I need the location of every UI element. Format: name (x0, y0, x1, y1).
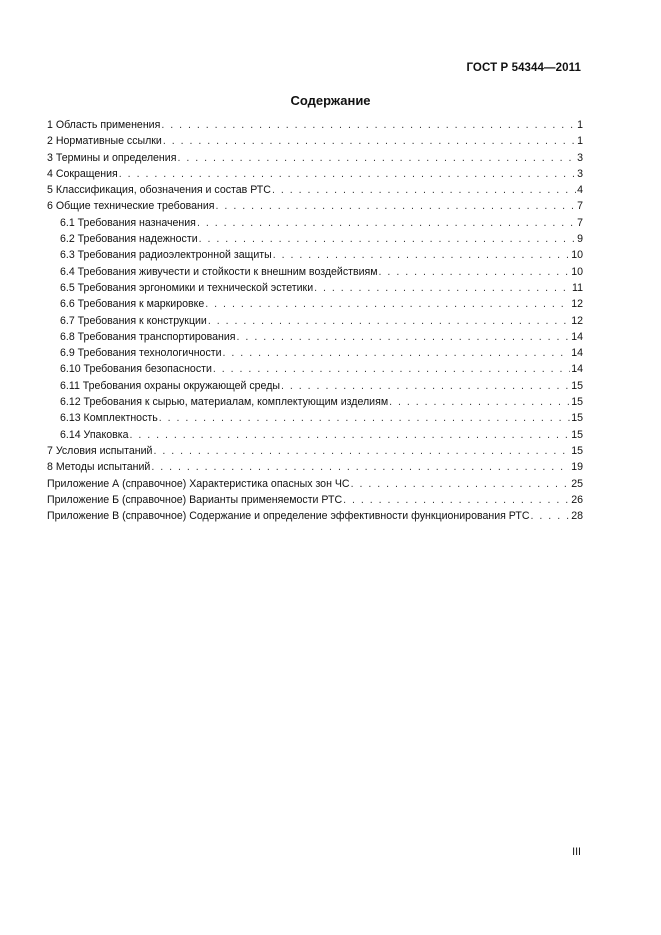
toc-entry-page: 14 (571, 347, 583, 360)
toc-entry-label: Приложение В (справочное) Содержание и определение эффективности функционирования РТС (47, 510, 530, 523)
toc-entry-page: 1 (577, 135, 583, 148)
toc-entry-label: 6.9 Требования технологичности (60, 347, 222, 360)
toc-entry-label: 8 Методы испытаний (47, 461, 151, 474)
toc-entry-label: 6.1 Требования назначения (60, 216, 196, 229)
toc-entry[interactable] (47, 200, 583, 216)
toc-entry[interactable] (47, 478, 583, 494)
toc-leader-dots (208, 315, 570, 327)
toc-entry[interactable] (47, 363, 583, 379)
toc-entry-label: 6.4 Требования живучести и стойкости к внешним воздействиям (60, 265, 378, 278)
toc-entry-page: 19 (571, 461, 583, 474)
page-number: III (572, 846, 581, 858)
toc-entry-label: 1 Область применения (47, 119, 161, 131)
toc-leader-dots (223, 347, 571, 359)
toc-entry-page: 25 (571, 477, 583, 490)
toc-entry[interactable] (47, 152, 583, 168)
toc-entry[interactable] (47, 168, 583, 184)
toc-entry-page: 15 (571, 396, 583, 409)
toc-entry[interactable] (47, 461, 583, 477)
toc-entry-page: 12 (571, 314, 583, 327)
toc-entry-page: 14 (571, 330, 583, 343)
toc-entry[interactable] (47, 217, 583, 233)
document-header-code: ГОСТ Р 54344—2011 (466, 62, 581, 74)
toc-leader-dots (159, 412, 570, 424)
toc-leader-dots (272, 184, 576, 196)
toc-leader-dots (205, 298, 570, 310)
toc-entry[interactable] (47, 347, 583, 363)
toc-leader-dots (161, 119, 576, 131)
toc-leader-dots (129, 429, 570, 441)
toc-entry-page: 15 (571, 444, 583, 457)
toc-entry-label: 6.7 Требования к конструкции (60, 314, 207, 327)
toc-entry-page: 3 (577, 167, 583, 180)
toc-entry-label: 6.13 Комплектность (60, 412, 158, 425)
toc-entry-label: 6.11 Требования охраны окружающей среды (60, 379, 281, 392)
toc-leader-dots (197, 217, 576, 229)
toc-entry-page: 15 (571, 412, 583, 425)
toc-entry[interactable] (47, 282, 583, 298)
toc-entry[interactable] (47, 249, 583, 265)
toc-entry-label: 6.12 Требования к сырью, материалам, комплектующим изделиям (60, 396, 389, 409)
toc-entry-label: 6.6 Требования к маркировке (60, 298, 205, 311)
toc-leader-dots (237, 331, 571, 343)
toc-leader-dots (389, 396, 570, 408)
toc-entry-label: 6.5 Требования эргономики и технической эстетики (60, 281, 314, 294)
toc-leader-dots (379, 266, 571, 278)
toc-entry[interactable] (47, 184, 583, 200)
toc-leader-dots (343, 494, 570, 506)
toc-entry-page: 1 (577, 119, 583, 131)
toc-entry-label: 6.10 Требования безопасности (60, 363, 212, 376)
toc-entry-label: 6.2 Требования надежности (60, 233, 198, 246)
toc-entry-label: 6 Общие технические требования (47, 200, 215, 213)
toc-entry-label: 3 Термины и определения (47, 151, 177, 164)
toc-entry-page: 7 (577, 216, 583, 229)
toc-entry[interactable] (47, 233, 583, 249)
toc-entry[interactable] (47, 135, 583, 151)
toc-entry-page: 10 (571, 249, 583, 262)
toc-entry-page: 28 (571, 510, 583, 523)
toc-entry-page: 4 (577, 184, 583, 197)
toc-leader-dots (281, 380, 570, 392)
toc-leader-dots (119, 168, 576, 180)
toc-entry-page: 9 (577, 233, 583, 246)
toc-leader-dots (216, 200, 577, 212)
toc-entry-page: 14 (571, 363, 583, 376)
toc-leader-dots (151, 461, 570, 473)
toc-entry[interactable] (47, 429, 583, 445)
toc-entry-page: 26 (571, 493, 583, 506)
table-of-contents (47, 119, 583, 526)
toc-entry-label: 6.3 Требования радиоэлектронной защиты (60, 249, 272, 262)
toc-entry-label: Приложение А (справочное) Характеристика опасных зон ЧС (47, 477, 350, 490)
toc-entry-page: 7 (577, 200, 583, 213)
toc-entry[interactable] (47, 412, 583, 428)
toc-entry[interactable] (47, 396, 583, 412)
toc-entry-label: 4 Сокращения (47, 167, 118, 180)
toc-leader-dots (273, 249, 570, 261)
toc-entry-page: 11 (572, 281, 583, 294)
toc-entry[interactable] (47, 298, 583, 314)
toc-entry-page: 10 (571, 265, 583, 278)
toc-leader-dots (531, 510, 571, 522)
toc-title: Содержание (290, 93, 371, 108)
toc-entry[interactable] (47, 119, 583, 135)
toc-entry-label: 5 Классификация, обозначения и состав РТС (47, 184, 271, 197)
toc-entry-label: 6.14 Упаковка (60, 428, 129, 441)
toc-entry-label: 7 Условия испытаний (47, 444, 153, 457)
toc-leader-dots (163, 135, 576, 147)
toc-leader-dots (213, 363, 570, 375)
toc-entry[interactable] (47, 510, 583, 526)
toc-leader-dots (199, 233, 576, 245)
toc-leader-dots (314, 282, 571, 294)
toc-entry[interactable] (47, 315, 583, 331)
toc-entry[interactable] (47, 380, 583, 396)
toc-entry-page: 15 (571, 379, 583, 392)
toc-leader-dots (177, 152, 576, 164)
toc-entry-label: Приложение Б (справочное) Варианты применяемости РТС (47, 493, 343, 506)
toc-entry-page: 3 (577, 151, 583, 164)
toc-entry[interactable] (47, 494, 583, 510)
toc-entry[interactable] (47, 445, 583, 461)
toc-entry-page: 15 (571, 428, 583, 441)
toc-entry[interactable] (47, 331, 583, 347)
toc-entry-label: 2 Нормативные ссылки (47, 135, 162, 148)
toc-entry[interactable] (47, 266, 583, 282)
toc-entry-page: 12 (571, 298, 583, 311)
toc-leader-dots (153, 445, 570, 457)
toc-leader-dots (351, 478, 571, 490)
toc-entry-label: 6.8 Требования транспортирования (60, 330, 236, 343)
